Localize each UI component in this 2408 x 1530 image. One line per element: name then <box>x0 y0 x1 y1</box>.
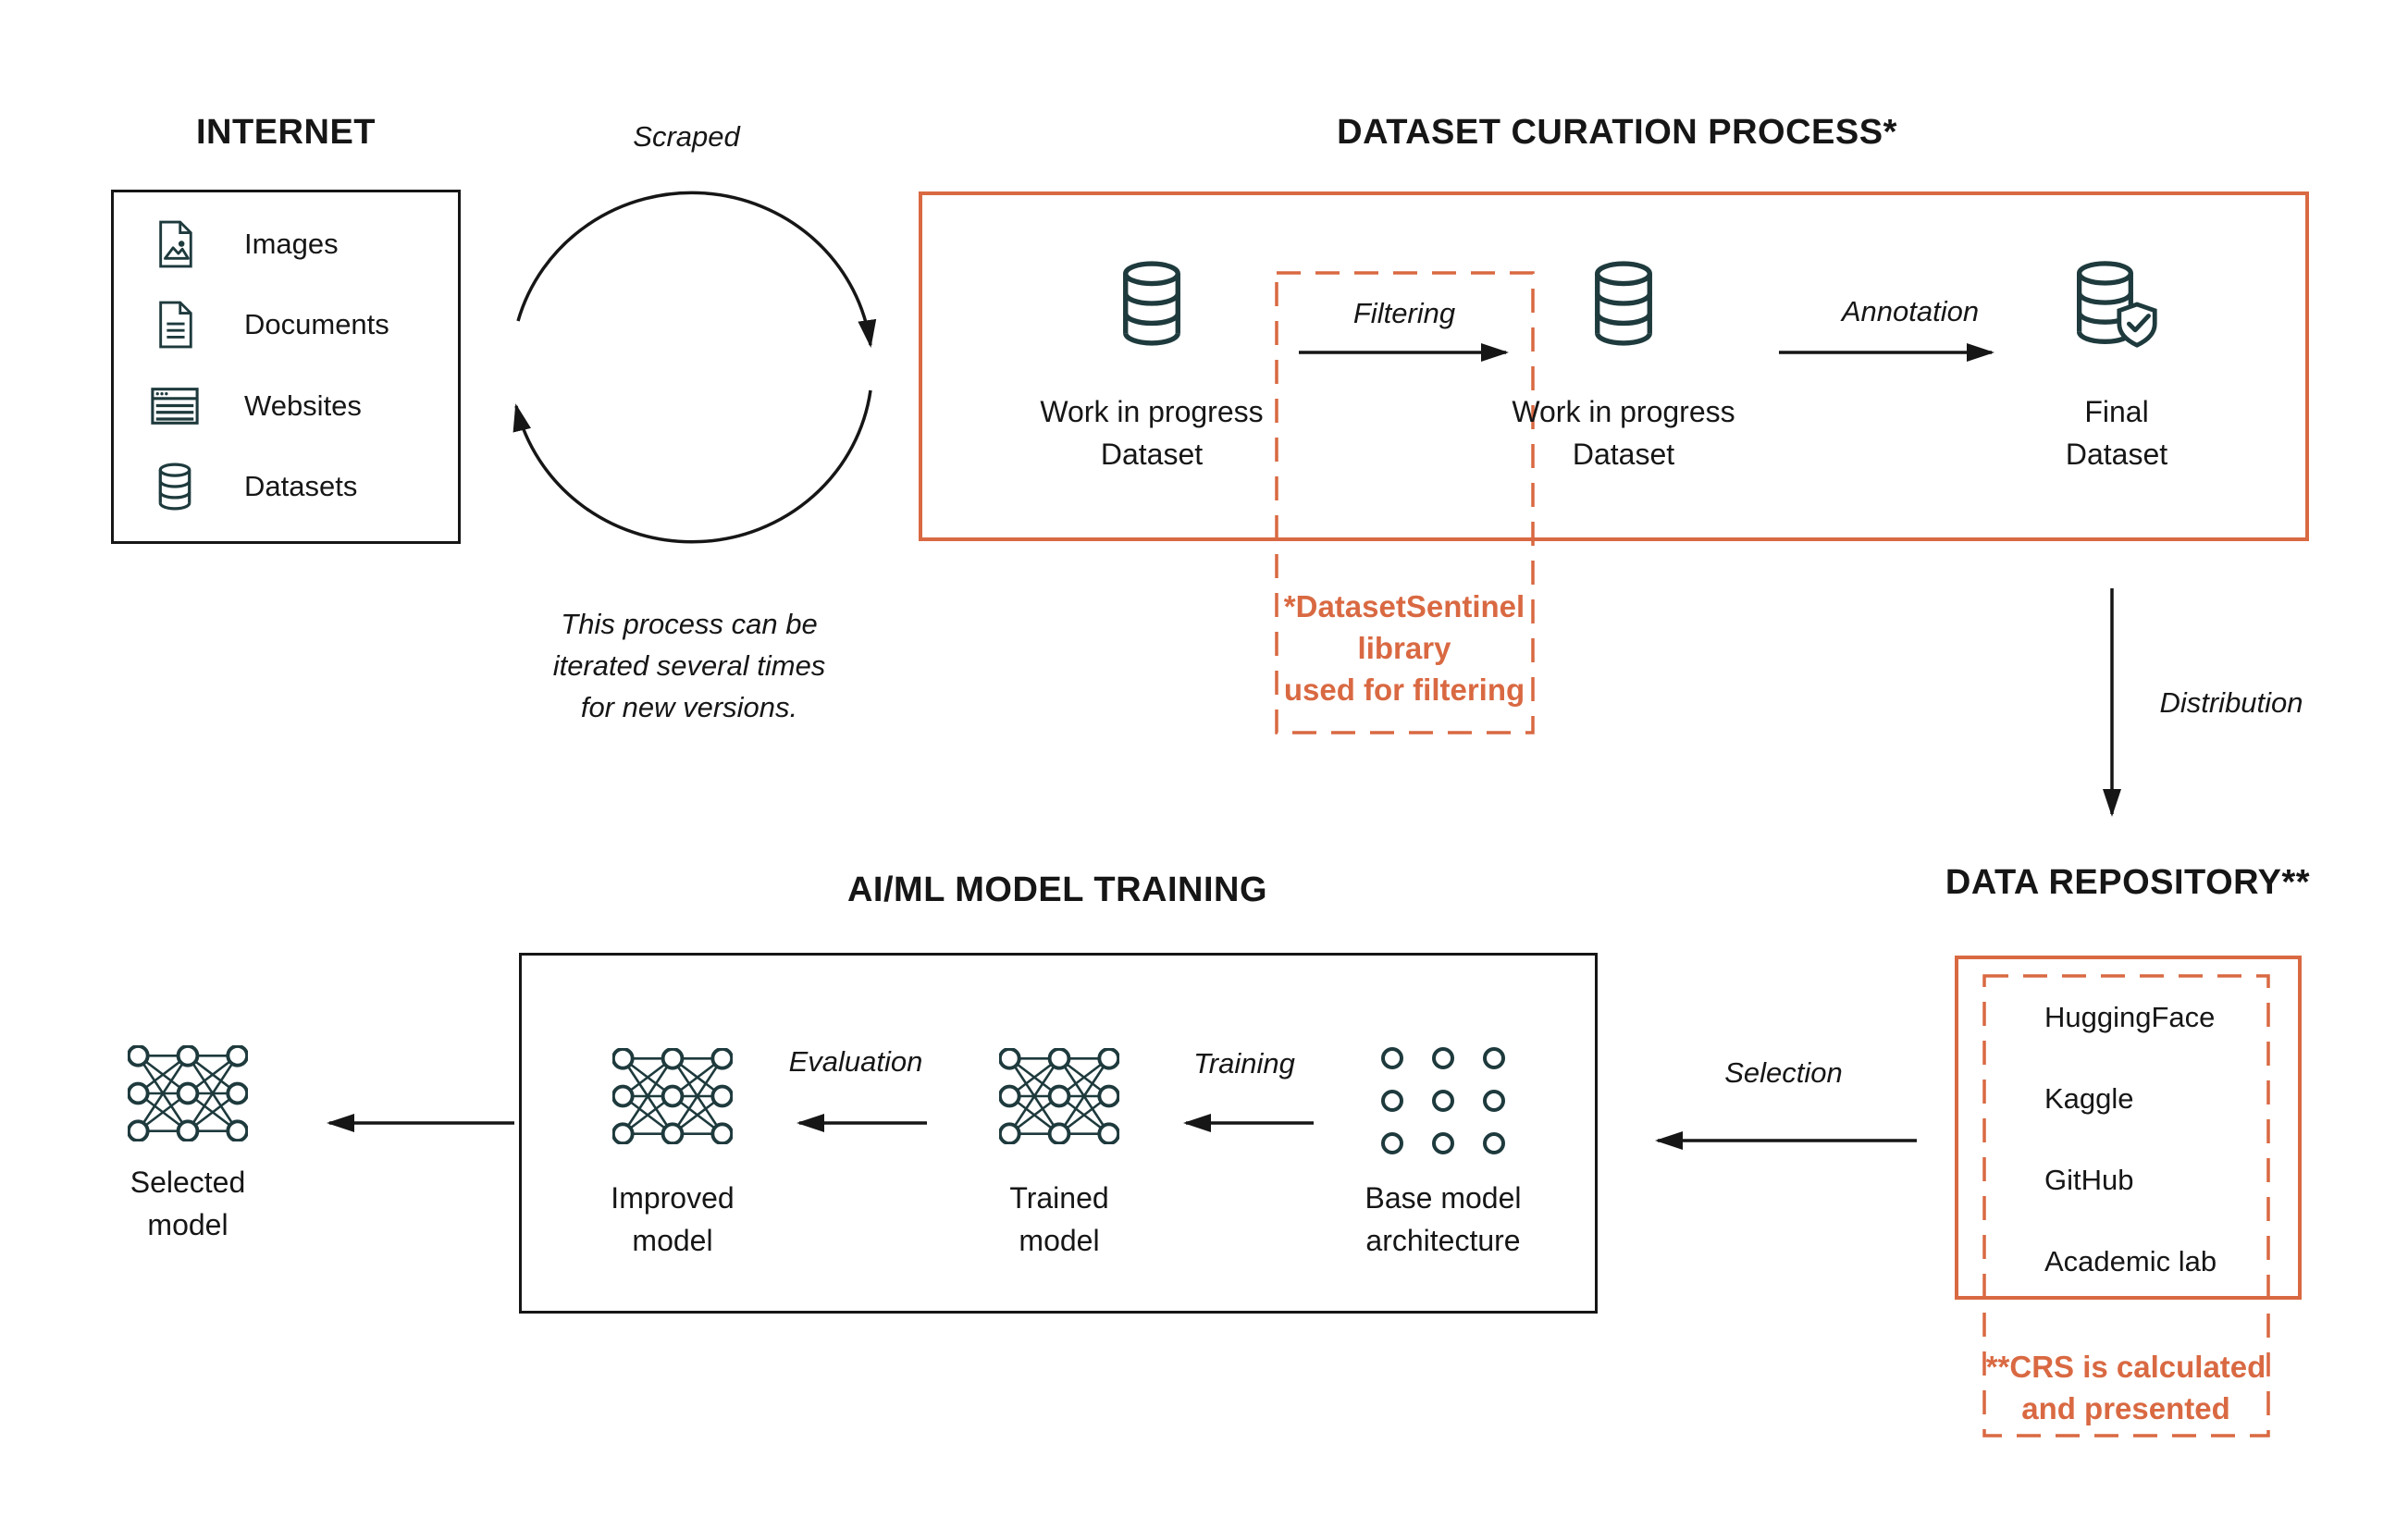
distribution-label: Distribution <box>2159 686 2303 719</box>
selected-model-network-icon <box>128 1045 248 1146</box>
browser-icon <box>148 379 202 433</box>
internet-item-datasets <box>148 460 357 513</box>
internet-item-documents <box>148 298 389 352</box>
repository-item-huggingface: HuggingFace <box>2044 1001 2216 1033</box>
selected-model-label: Selected model <box>130 1166 246 1241</box>
training-step-label: Training <box>1193 1047 1295 1080</box>
filtering-label: Filtering <box>1352 297 1456 329</box>
scraped-label: Scraped <box>633 120 740 153</box>
evaluation-label: Evaluation <box>788 1045 923 1078</box>
wip-dataset-2-label: Work in progress Dataset <box>1512 395 1735 471</box>
internet-item-label: Images <box>244 228 339 260</box>
repository-item-kaggle: Kaggle <box>2044 1082 2134 1115</box>
trained-model-label: Trained model <box>1009 1181 1109 1257</box>
curation-title: DATASET CURATION PROCESS* <box>1337 113 1897 152</box>
document-icon <box>148 298 202 352</box>
database-icon <box>148 460 202 513</box>
curation-box <box>919 191 2309 541</box>
base-model-grid-icon <box>1378 1047 1508 1159</box>
base-model-label: Base model architecture <box>1365 1181 1522 1257</box>
database-check-icon <box>2069 260 2162 353</box>
internet-item-label: Datasets <box>244 470 358 502</box>
repository-item-github: GitHub <box>2044 1164 2134 1196</box>
internet-item-images <box>148 217 339 271</box>
improved-model-network-icon <box>612 1048 733 1149</box>
iteration-note: This process can be iterated several times for new versions. <box>552 608 826 723</box>
selection-label: Selection <box>1724 1056 1843 1089</box>
image-file-icon <box>148 217 202 271</box>
dataset-sentinel-note: *DatasetSentinel library used for filtering <box>1283 589 1525 707</box>
scrape-cycle-top-arrow <box>518 192 871 345</box>
database-icon <box>1587 260 1660 352</box>
internet-item-websites <box>148 379 362 433</box>
repository-item-academic-lab: Academic lab <box>2044 1245 2217 1277</box>
internet-item-label: Websites <box>244 389 362 422</box>
scrape-cycle-bottom-arrow <box>516 390 871 542</box>
trained-model-network-icon <box>999 1048 1119 1149</box>
annotation-label: Annotation <box>1841 295 1980 327</box>
repository-title: DATA REPOSITORY** <box>1945 863 2311 902</box>
wip-dataset-1-label: Work in progress Dataset <box>1040 395 1264 471</box>
crs-note: **CRS is calculated and presented <box>1985 1350 2266 1425</box>
improved-model-label: Improved model <box>611 1181 735 1257</box>
training-title: AI/ML MODEL TRAINING <box>846 870 1268 909</box>
database-icon <box>1116 260 1188 352</box>
internet-item-label: Documents <box>244 308 389 340</box>
internet-title: INTERNET <box>196 113 376 152</box>
final-dataset-label: Final Dataset <box>2065 395 2168 471</box>
